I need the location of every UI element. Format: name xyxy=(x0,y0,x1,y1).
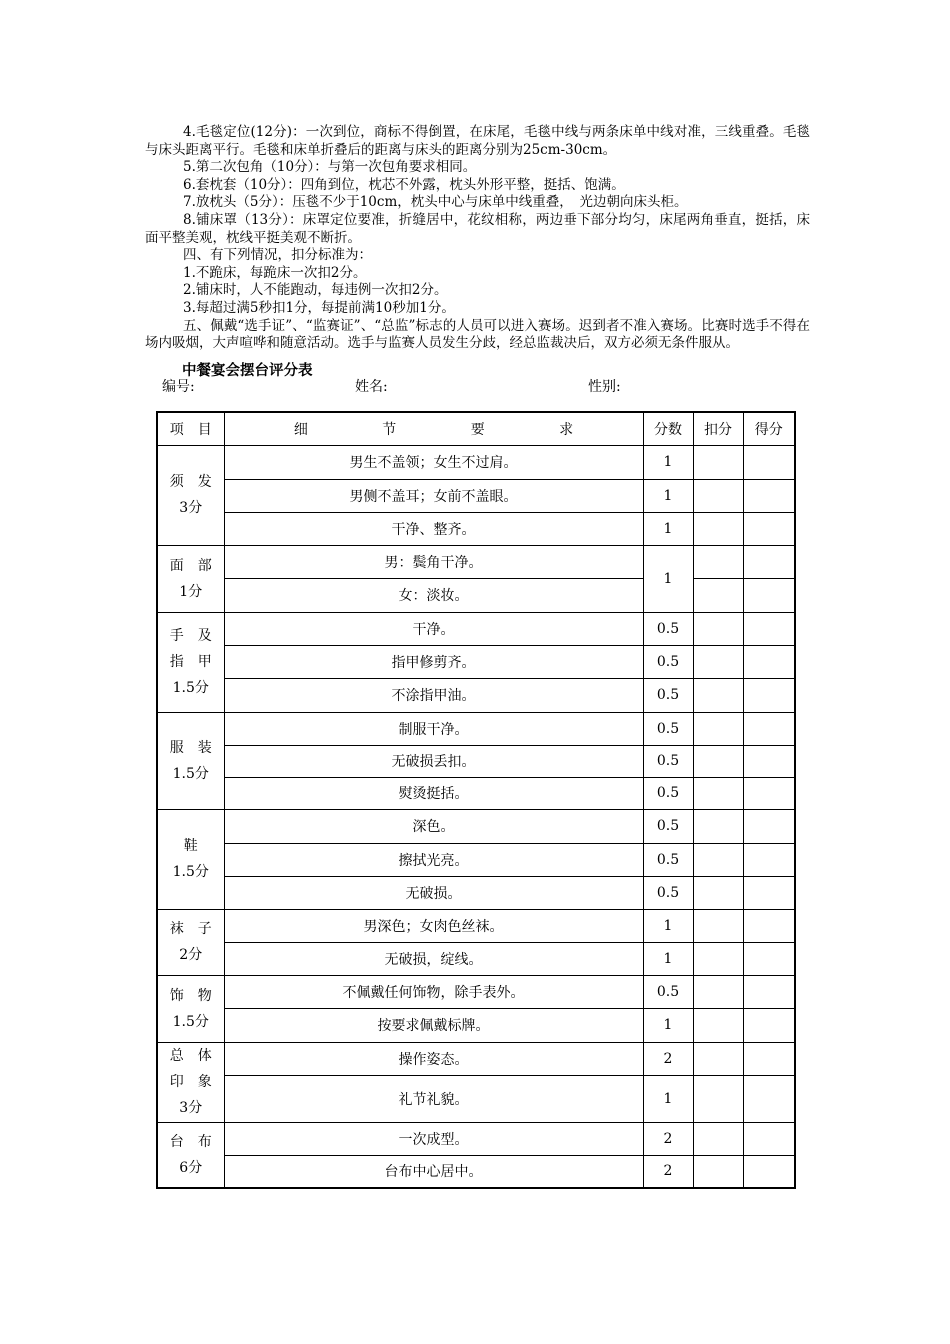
category-cell xyxy=(157,975,224,1042)
detail-cell: 擦拭光亮。 xyxy=(224,843,643,876)
deduct-cell[interactable] xyxy=(693,777,743,809)
category-line: 须 发 xyxy=(169,474,212,490)
earned-cell[interactable] xyxy=(743,1122,795,1155)
earned-cell[interactable] xyxy=(743,512,795,545)
earned-cell[interactable] xyxy=(743,975,795,1008)
category-cell xyxy=(157,809,224,909)
table-row xyxy=(157,777,795,809)
deduct-cell[interactable] xyxy=(693,712,743,745)
header-earned: 得分 xyxy=(743,412,795,445)
header-deduct: 扣分 xyxy=(693,412,743,445)
table-row xyxy=(157,876,795,909)
detail-cell: 按要求佩戴标牌。 xyxy=(224,1008,643,1042)
earned-cell[interactable] xyxy=(743,545,795,578)
header-item: 项 目 xyxy=(157,412,224,445)
deduct-cell[interactable] xyxy=(693,876,743,909)
paragraph-deduction-heading: 四、有下列情况，扣分标准为： xyxy=(183,247,372,264)
category-line: 1.5分 xyxy=(172,1013,209,1030)
score-cell: 0.5 xyxy=(643,843,693,876)
deduct-cell[interactable] xyxy=(693,678,743,712)
deduct-cell[interactable] xyxy=(693,909,743,942)
detail-cell: 一次成型。 xyxy=(224,1122,643,1155)
earned-cell[interactable] xyxy=(743,745,795,777)
table-row xyxy=(157,445,795,479)
category-line: 1.5分 xyxy=(172,765,209,782)
table-row xyxy=(157,545,795,578)
table-body xyxy=(157,445,795,1188)
detail-cell: 男侧不盖耳；女前不盖眼。 xyxy=(224,479,643,512)
table-row xyxy=(157,712,795,745)
detail-cell: 干净、整齐。 xyxy=(224,512,643,545)
earned-cell[interactable] xyxy=(743,809,795,843)
table-row xyxy=(157,479,795,512)
deduct-cell[interactable] xyxy=(693,512,743,545)
table-row xyxy=(157,1008,795,1042)
table-row xyxy=(157,975,795,1008)
deduct-cell[interactable] xyxy=(693,843,743,876)
category-line: 1.5分 xyxy=(172,864,209,880)
table-row xyxy=(157,645,795,678)
deduct-cell[interactable] xyxy=(693,445,743,479)
detail-cell: 不涂指甲油。 xyxy=(224,678,643,712)
detail-cell: 指甲修剪齐。 xyxy=(224,645,643,678)
deduct-cell[interactable] xyxy=(693,479,743,512)
paragraph-deduction-2: 2.铺床时，人不能跑动，每违例一次扣2分。 xyxy=(183,282,448,299)
earned-cell[interactable] xyxy=(743,1075,795,1122)
category-cell xyxy=(157,545,224,612)
score-cell: 2 xyxy=(643,1122,693,1155)
earned-cell[interactable] xyxy=(743,909,795,942)
category-line: 鞋 xyxy=(183,838,198,854)
deduct-cell[interactable] xyxy=(693,545,743,578)
paragraph-blanket: 4.毛毯定位(12分)：一次到位，商标不得倒置，在床尾，毛毯中线与两条床单中线对准，三线重叠。毛毯与床头距离平行。毛毯和床单折叠后的距离与床头的距离分别为25cm-30cm。 xyxy=(145,124,810,158)
table-row xyxy=(157,809,795,843)
category-cell xyxy=(157,612,224,712)
score-cell: 0.5 xyxy=(643,678,693,712)
score-cell: 2 xyxy=(643,1155,693,1188)
detail-cell: 无破损丢扣。 xyxy=(224,745,643,777)
category-line: 服 装 xyxy=(169,739,212,756)
score-cell: 1 xyxy=(643,479,693,512)
paragraph-deduction-1: 1.不跪床，每跪床一次扣2分。 xyxy=(183,264,367,281)
table-row xyxy=(157,512,795,545)
deduct-cell[interactable] xyxy=(693,942,743,975)
deduct-cell[interactable] xyxy=(693,1008,743,1042)
category-line: 手 及 xyxy=(169,628,212,644)
table-row xyxy=(157,1122,795,1155)
detail-cell: 操作姿态。 xyxy=(224,1042,643,1075)
table-row xyxy=(157,942,795,975)
header-score: 分数 xyxy=(643,412,693,445)
score-table xyxy=(156,411,796,1189)
detail-cell: 无破损，绽线。 xyxy=(224,942,643,975)
category-cell xyxy=(157,1042,224,1122)
deduct-cell[interactable] xyxy=(693,1075,743,1122)
score-cell: 1 xyxy=(643,1075,693,1122)
category-line: 1分 xyxy=(179,583,203,600)
category-line: 总 体 xyxy=(169,1048,212,1064)
score-cell: 0.5 xyxy=(643,876,693,909)
detail-cell: 熨烫挺括。 xyxy=(224,777,643,809)
detail-cell: 女：淡妆。 xyxy=(224,578,643,612)
score-cell: 0.5 xyxy=(643,712,693,745)
earned-cell[interactable] xyxy=(743,612,795,645)
detail-cell: 男深色；女肉色丝袜。 xyxy=(224,909,643,942)
score-cell: 0.5 xyxy=(643,809,693,843)
detail-cell: 干净。 xyxy=(224,612,643,645)
deduct-cell[interactable] xyxy=(693,612,743,645)
deduct-cell[interactable] xyxy=(693,745,743,777)
rules-text xyxy=(145,124,810,353)
score-cell: 0.5 xyxy=(643,612,693,645)
category-line: 3分 xyxy=(179,500,203,516)
category-line: 饰 物 xyxy=(169,987,212,1004)
category-cell xyxy=(157,909,224,975)
category-line: 2分 xyxy=(179,947,203,963)
earned-cell[interactable] xyxy=(743,1155,795,1188)
deduct-cell[interactable] xyxy=(693,1122,743,1155)
detail-cell: 深色。 xyxy=(224,809,643,843)
table-row xyxy=(157,1155,795,1188)
deduct-cell[interactable] xyxy=(693,975,743,1008)
number-label: 编号: xyxy=(162,379,195,395)
form-title: 中餐宴会摆台评分表 xyxy=(182,363,313,379)
earned-cell[interactable] xyxy=(743,942,795,975)
category-line: 1.5分 xyxy=(172,680,209,696)
score-cell: 0.5 xyxy=(643,975,693,1008)
paragraph-deduction-3: 3.每超过满5秒扣1分，每提前满10秒加1分。 xyxy=(183,299,455,316)
table-row xyxy=(157,909,795,942)
header-detail: 细 节 要 求 xyxy=(224,412,643,445)
detail-cell: 台布中心居中。 xyxy=(224,1155,643,1188)
category-cell xyxy=(157,445,224,545)
deduct-cell[interactable] xyxy=(693,645,743,678)
score-cell: 2 xyxy=(643,1042,693,1075)
category-line: 3分 xyxy=(179,1100,203,1116)
table-row xyxy=(157,843,795,876)
deduct-cell[interactable] xyxy=(693,1155,743,1188)
score-cell: 1 xyxy=(643,512,693,545)
table-row xyxy=(157,578,795,612)
deduct-cell[interactable] xyxy=(693,578,743,612)
earned-cell[interactable] xyxy=(743,445,795,479)
category-line: 指 甲 xyxy=(169,654,212,670)
detail-cell: 礼节礼貌。 xyxy=(224,1075,643,1122)
earned-cell[interactable] xyxy=(743,1008,795,1042)
score-cell: 1 xyxy=(643,1008,693,1042)
paragraph-bedspread: 8.铺床罩（13分）：床罩定位要准，折缝居中，花纹相称，两边垂下部分均匀，床尾两角垂直，挺括，床面平整美观，枕线平挺美观不断折。 xyxy=(145,211,810,246)
category-line: 印 象 xyxy=(169,1074,212,1090)
category-cell xyxy=(157,712,224,809)
detail-cell: 男：鬓角干净。 xyxy=(224,545,643,578)
table-row xyxy=(157,612,795,645)
score-cell: 0.5 xyxy=(643,745,693,777)
table-header-row xyxy=(157,412,795,445)
category-line: 台 布 xyxy=(169,1133,212,1150)
earned-cell[interactable] xyxy=(743,843,795,876)
detail-cell: 不佩戴任何饰物，除手表外。 xyxy=(224,975,643,1008)
table-row xyxy=(157,1042,795,1075)
score-cell: 0.5 xyxy=(643,645,693,678)
earned-cell[interactable] xyxy=(743,645,795,678)
category-line: 6分 xyxy=(179,1159,203,1176)
table-row xyxy=(157,1075,795,1122)
detail-cell: 男生不盖领；女生不过肩。 xyxy=(224,445,643,479)
table-row xyxy=(157,678,795,712)
category-line: 面 部 xyxy=(169,557,212,574)
detail-cell: 无破损。 xyxy=(224,876,643,909)
earned-cell[interactable] xyxy=(743,777,795,809)
score-cell: 1 xyxy=(643,942,693,975)
paragraph-badges: 五、佩戴“选手证”、“监赛证”、“总监”标志的人员可以进入赛场。迟到者不准入赛场。比赛时选手不得在场内吸烟，大声喧哗和随意活动。选手与监赛人员发生分歧，经总监裁决后，双方必须无条件服从。 xyxy=(145,317,810,352)
earned-cell[interactable] xyxy=(743,479,795,512)
score-cell: 1 xyxy=(643,545,693,612)
earned-cell[interactable] xyxy=(743,1042,795,1075)
score-cell: 0.5 xyxy=(643,777,693,809)
deduct-cell[interactable] xyxy=(693,1042,743,1075)
score-cell: 1 xyxy=(643,445,693,479)
detail-cell: 制服干净。 xyxy=(224,712,643,745)
deduct-cell[interactable] xyxy=(693,809,743,843)
paragraph-second-corner: 5.第二次包角（10分）：与第一次包角要求相同。 xyxy=(183,159,477,176)
score-cell: 1 xyxy=(643,909,693,942)
name-label: 姓名: xyxy=(355,379,388,395)
earned-cell[interactable] xyxy=(743,678,795,712)
table-row xyxy=(157,745,795,777)
category-cell xyxy=(157,1122,224,1188)
earned-cell[interactable] xyxy=(743,876,795,909)
earned-cell[interactable] xyxy=(743,712,795,745)
paragraph-pillow: 7.放枕头（5分）：压毯不少于10cm，枕头中心与床单中线重叠， 光边朝向床头柜。 xyxy=(183,194,688,211)
paragraph-pillowcase: 6.套枕套（10分）：四角到位，枕芯不外露，枕头外形平整，挺括、饱满。 xyxy=(183,176,625,193)
category-line: 袜 子 xyxy=(169,921,212,937)
gender-label: 性别: xyxy=(588,379,621,395)
earned-cell[interactable] xyxy=(743,578,795,612)
